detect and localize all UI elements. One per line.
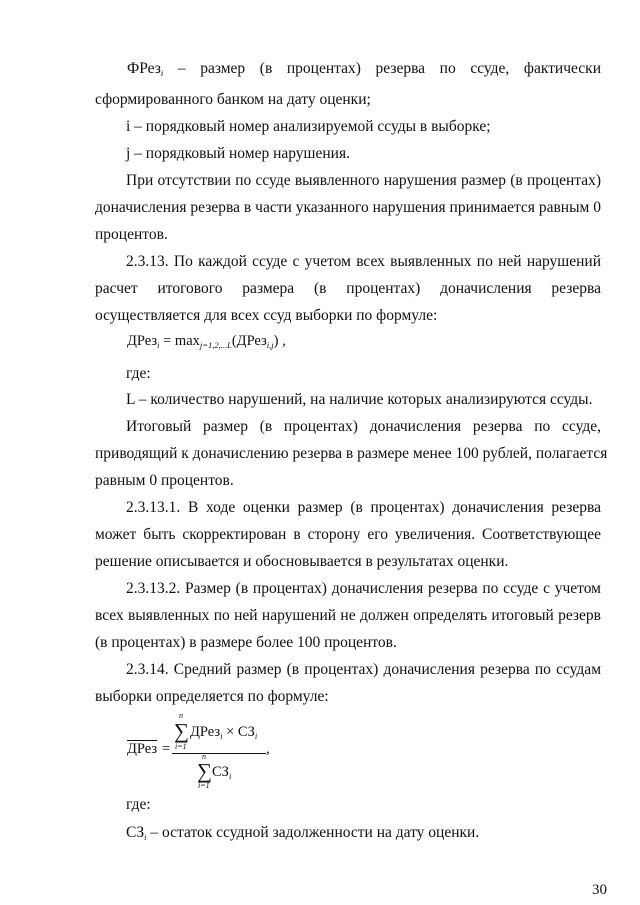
where-label: где: xyxy=(126,365,151,382)
subscript: i xyxy=(228,771,232,781)
paragraph-line: приводящий к доначислению резерва в размере менее 100 рублей, полагается xyxy=(95,445,608,462)
paragraph-line: осуществляется для всех ссуд выборки по формуле: xyxy=(95,307,438,324)
paragraph-line: доначисления резерва в части указанного нарушения принимается равным 0 xyxy=(95,199,601,216)
subscript: i xyxy=(160,68,164,78)
definition-text: – размер (в процентах) резерва по ссуде, фактически xyxy=(163,60,601,77)
paragraph-line: решение описывается и обосновывается в результатах оценки. xyxy=(95,553,509,570)
subscript: i xyxy=(157,340,160,350)
subscript: i xyxy=(254,731,258,741)
formula-max xyxy=(127,333,286,350)
numerator-text: ДРез xyxy=(190,724,221,740)
definition-j: j – порядковый номер нарушения. xyxy=(126,145,350,162)
paragraph-line: равным 0 процентов. xyxy=(95,472,234,489)
where-label: где: xyxy=(126,796,151,813)
definition-l: L – количество нарушений, на наличие которых анализируются ссуды. xyxy=(126,391,593,408)
definition-fres xyxy=(127,60,601,82)
formula-lhs-text: ДРез xyxy=(127,741,158,757)
paragraph-line: может быть скорректирован в сторону его увеличения. Соответствующее xyxy=(95,526,601,543)
definition-text: – остаток ссудной задолженности на дату оценки. xyxy=(146,824,480,841)
fraction-bar xyxy=(172,753,266,754)
sum-upper-limit: n xyxy=(179,711,183,720)
paragraph-line: 2.3.13.1. В ходе оценки размер (в процентах) доначисления резерва xyxy=(126,499,601,516)
paragraph-line: всех выявленных по ней нарушений не должен определять итоговый резерв xyxy=(95,607,601,624)
paragraph-line: расчет итогового размера (в процентах) доначисления резерва xyxy=(95,280,601,297)
paragraph-line: При отсутствии по ссуде выявленного нарушения размер (в процентах) xyxy=(126,172,601,189)
sum-sign: ∑ xyxy=(174,719,189,743)
sum-upper-limit: n xyxy=(202,752,206,761)
formula-argument: (ДРез xyxy=(231,333,267,349)
formula-lhs: ДРез xyxy=(127,333,158,349)
subscript: i xyxy=(144,832,147,842)
numerator-term xyxy=(190,724,257,741)
paragraph-line: Итоговый размер (в процентах) доначисления резерва по ссуде, xyxy=(126,418,601,435)
subscript: i,j xyxy=(266,340,274,350)
formula-lhs xyxy=(127,741,157,758)
formula-max-op: = max xyxy=(159,333,200,349)
page-number: 30 xyxy=(592,882,607,898)
symbol-fres: ФРез xyxy=(127,60,161,77)
numerator-multiplier: × СЗ xyxy=(226,724,255,740)
formula-comma: , xyxy=(266,741,270,757)
sum-lower-limit: i=1 xyxy=(175,742,187,751)
denominator-term xyxy=(212,764,231,781)
sum-sign: ∑ xyxy=(197,759,212,783)
paragraph-line: выборки определяется по формуле: xyxy=(95,688,329,705)
paragraph-line: процентов. xyxy=(95,226,168,243)
formula-equals: = xyxy=(162,741,171,757)
paragraph-line: 2.3.13.2. Размер (в процентах) доначисления резерва по ссуде с учетом xyxy=(126,580,601,597)
symbol-sz: СЗ xyxy=(126,824,145,841)
paragraph-line: (в процентах) в размере более 100 процентов. xyxy=(95,634,397,651)
denominator-text: СЗ xyxy=(212,764,229,780)
definition-fres-line2: сформированного банком на дату оценки; xyxy=(95,91,371,108)
sum-lower-limit: i=1 xyxy=(198,781,210,790)
subscript: i xyxy=(220,731,223,741)
paragraph-line: 2.3.13. По каждой ссуде с учетом всех выявленных по ней нарушений xyxy=(126,253,601,270)
subscript: j=1,2,...L xyxy=(199,340,232,350)
definition-sz xyxy=(126,824,479,846)
formula-close: ) , xyxy=(273,333,286,349)
paragraph-line: 2.3.14. Средний размер (в процентах) доначисления резерва по ссудам xyxy=(126,661,601,678)
definition-i: i – порядковый номер анализируемой ссуды в выборке; xyxy=(126,118,491,135)
